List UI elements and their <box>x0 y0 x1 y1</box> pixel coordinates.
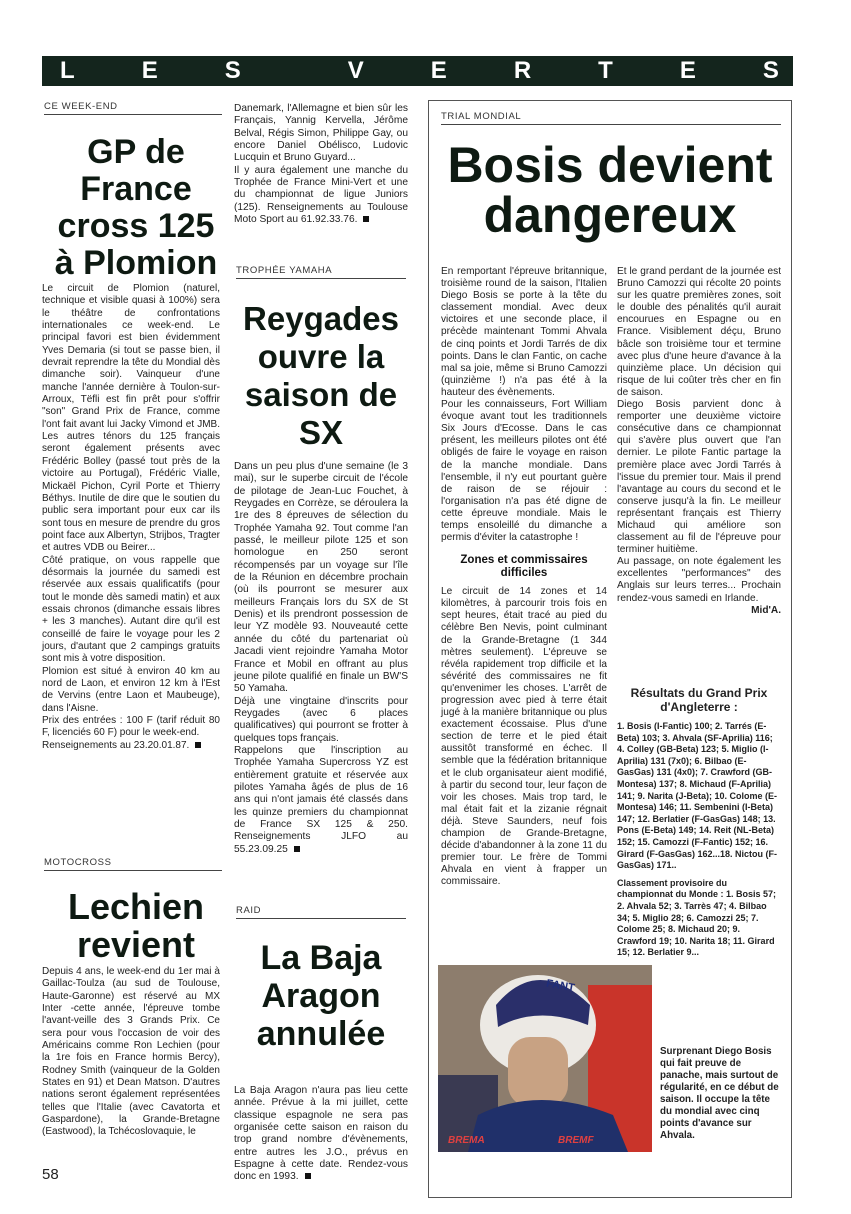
paragraph: Au passage, on note également les excellentes "performances" des Anglais sur leurs terres... Prochain rendez-vous samedi en Irlande. <box>617 556 781 604</box>
article-lechien <box>42 966 220 1139</box>
paragraph: Dans un peu plus d'une semaine (le 3 mai), sur le superbe circuit de l'école de pilotage de Jean-Luc Fouchet, à Reygades en Corrèze, se déroulera la 1re des 8 épreuves de sélection du Trophée Yamaha 92. Tout comme l'an passé, le meilleur pilote 125 et son homologue en 250 seront récompensés par un voyage sur l'île de la Réunion en décembre prochain (où ils pourront se mesurer aux meilleurs Français lors du SX de St Denis) et ils prendront possession de leur YZ modèle 93. Nouveauté cette année du côté du partenariat où Jacadi vient rejoindre Yamaha Motor France et Mobil en offrant au plus jeune pilote qualifié en finale un BW'S 50 Yamaha. <box>234 461 408 695</box>
headline-baja-aragon <box>232 939 410 1053</box>
headline-lechien <box>42 888 230 964</box>
section-label: MOTOCROSS <box>44 857 222 871</box>
author-credit: Mid'A. <box>751 604 781 616</box>
article-gp-france <box>42 283 220 752</box>
photo-text: BREMF <box>558 1135 594 1146</box>
results-list: 1. Bosis (I-Fantic) 100; 2. Tarrés (E-Beta) 103; 3. Ahvala (SF-Aprilia) 116; 4. Colley (GB-Beta) 123; 5. Miglio (I-Aprilia) 131 (7x0); 6. Bilbao (E-GasGas) 131 (4x0); 7. Crawford (GB-Montesa) 137; 8. Michaud (F-Aprilia) 141; 9. Narita (J-Beta); 10. Colome (E-Montesa) 146; 11. Sembenini (I-Beta) 147; 12. Berlatier (F-GasGas) 148; 13. Pons (E-Beta) 149; 14. Reit (NL-Beta) 152; 15. Camozzi (F-Fantic) 152; 16. Girard (F-GasGas) 162...18. Nictou (F-GasGas) 171.. <box>617 721 778 871</box>
headline-line: à Plomion <box>54 244 218 282</box>
headline-bosis <box>430 137 790 243</box>
headline-line: Lechien <box>67 886 205 927</box>
paragraph: La Baja Aragon n'aura pas lieu cette année. Prévue à la mi juillet, cette classique espagnole ne sera pas organisée cette saison en raison du trop grand nombre d'évènements, entre autres les J.O., prévus en Espagne à cette date. Rendez-vous donc en 1993. <box>234 1085 408 1183</box>
results-box <box>617 686 781 959</box>
paragraph: Rappelons que l'inscription au Trophée Yamaha Supercross YZ est entièrement gratuite et réservée aux pilotes Yamaha âgés de plus de 16 ans qui n'ont jamais été classés dans les quinze premiers du championnat de France SX 125 & 250. Renseignements JLFO au 55.23.09.25 <box>234 744 408 855</box>
photo-caption: Surprenant Diego Bosis qui fait preuve de panache, mais surtout de régularité, en ce début de saison. Il occupe la tête du mondial avec cinq points d'avance sur Ahvala. <box>660 1046 779 1141</box>
headline-line: saison de <box>244 376 398 413</box>
headline-line: cross 125 <box>57 207 215 245</box>
headline-line: SX <box>298 414 344 451</box>
banner-letter: E <box>430 57 447 84</box>
paragraph: Déjà une vingtaine d'inscrits pour Reygades (avec 6 places qualificatives) qui pourront se frotter à quelques tops français. <box>234 695 408 744</box>
paragraph: Le circuit de 14 zones et 14 kilomètres, à parcourir trois fois en sept heures, était tracé au pied du célèbre Ben Nevis, point culminant de la Grande-Bretagne (1 344 mètres seulement). L'épreuve se révéla rapidement trop difficile et la sévérité des commissaires ne fit qu'envenimer les choses. L'arrêt de progression avec pied à terre était jugé à la manière britannique ou plus exactement écossaise. Plus d'une section de terre et le pied était aussitôt transformé en échec. Il semble que la fédération britannique et le club organisateur aient modifié, à partir du second tour, leur façon de voir les choses. Mais trop tard, le mal était fait et la zizanie régnait déjà. Steve Saunders, neuf fois champion de Grande-Bretagne, décide d'abandonner à la zone 11 du premier tour. Le frère de Tommi Ahvala en vient à frapper un commissaire. <box>441 586 607 888</box>
article-baja-aragon <box>234 1085 408 1184</box>
end-mark <box>294 846 300 852</box>
headline-gp-france <box>42 134 230 282</box>
paragraph: Et le grand perdant de la journée est Bruno Camozzi qui récolte 20 points sur les quatre premières zones, soit le double des pénalités qu'il aurait encourues en Espagne ou en France. Visiblement déçu, Bruno bâcle son troisième tour et termine avec plus d'une heure d'avance à la quinzième place. Un décision qui risque de lui coûter très cher en fin de saison. <box>617 266 781 398</box>
headline-line: annulée <box>256 1015 386 1053</box>
results-title: Résultats du Grand Prix d'Angleterre : <box>630 686 768 714</box>
headline-line: GP de <box>87 133 185 171</box>
article-reygades <box>234 461 408 856</box>
paragraph: Il y aura également une manche du Trophée de France Mini-Vert et une du championnat de ligue Juniors (125). Renseignements au Toulouse Moto Sport au 61.92.33.76. <box>234 164 408 226</box>
banner-letter: E <box>679 57 696 84</box>
paragraph: Plomion est situé à environ 40 km au nord de Laon, et environ 12 km à l'Est de Vervins (entre Laon et Maubeuge), dans l'Aisne. <box>42 665 220 714</box>
rider-illustration <box>438 965 652 1152</box>
headline-line: dangereux <box>483 187 737 243</box>
banner-letter: T <box>598 57 613 84</box>
paragraph: Le circuit de Plomion (naturel, technique et visible quasi à 100%) sera le théâtre de confrontations internationales ce week-end. Le principal favori est bien évidemment Yves Demaria (si tout se passe bien, il devrait reprendre la tête du Mondial dès dimanche soir). Vainqueur d'une manche l'année dernière à Toulon-sur-Arroux, Tëfli est fin prêt pour s'offrir "son" Grand Prix de France, comme l'ont fait avant lui Jacky Vimond et JMB. Les autres ténors du 125 français seront également présents avec Frédéric Bolley (passé tout près de la victoire au Portugal), Frédéric Vialle, Mickaël Pichon, Cyril Porte et Thierry Béthys. Inutile de dire que le soutien du public sera important pour eux car ils sont tous en mesure de prendre du gros point face aux Albertyn, Strijbos, Tragter et autres VDB ou Beirer... <box>42 283 220 554</box>
article-bosis-col2 <box>617 266 781 617</box>
page-number: 58 <box>42 1166 59 1183</box>
headline-line: Reygades <box>243 300 399 337</box>
article-lechien-continued <box>234 103 408 226</box>
headline-line: revient <box>76 924 196 965</box>
end-mark <box>363 216 369 222</box>
paragraph: Depuis 4 ans, le week-end du 1er mai à Gaillac-Toulza (au sud de Toulouse, Haute-Garonne) est réservé au MX Inter -cette année, l'épreuve tombe l'avant-veille des 3 Grands Prix. Ce sera pour vous l'occasion de voir des Américains comme Ron Lechien (pour la 1re fois en France hormis Bercy), Rodney Smith (vainqueur de la Golden States en 91) et Dean Matson. D'autres nations seront également représentées telles que l'Italie (avec Cavatorta et Gaspardone), la Grande-Bretagne (Eastwood), la Tchécoslovaquie, le <box>42 966 220 1138</box>
paragraph: Diego Bosis parvient donc à remporter une deuxième victoire consécutive dans ce championnat qui s'avère plus ouvert que l'an dernier. Le pilote Fantic partage la première place avec Jordi Tarrés à l'issue du premier tour. Mais il prend l'avantage au cours du second et le conserve jusqu'à la fin. Le meilleur représentant français est Thierry Michaud qui améliore son classement au fil de l'épreuve pour terminer huitième. <box>617 399 781 556</box>
banner-letter: S <box>224 57 241 84</box>
headline-line: France <box>80 170 192 208</box>
banner-letter: S <box>762 57 779 84</box>
paragraph: Prix des entrées : 100 F (tarif réduit 80 F, licenciés 60 F) pour le week-end. <box>42 715 220 739</box>
banner-letter: V <box>347 57 364 84</box>
end-mark <box>305 1173 311 1179</box>
rider-photo <box>438 965 652 1152</box>
subheading: Zones et commissaires difficiles <box>460 554 588 580</box>
headline-line: La Baja <box>260 939 382 977</box>
banner-letter: R <box>513 57 532 84</box>
section-label: TRIAL MONDIAL <box>441 111 781 125</box>
end-mark <box>195 742 201 748</box>
paragraph: Pour les connaisseurs, Fort William évoque avant tout les traditionnels Six Jours d'Ecosse. Dans le cas présent, les meilleurs pilotes ont été obligés de faire le voyage en raison de la manche mondiale. Dans l'ensemble, il n'y eut pourtant guère de raison de se réjouir : l'organisation n'a pas été digne de cette épreuve mondiale. Mais le temps ensoleillé du dimanche a permis d'éviter la catastrophe ! <box>441 399 607 544</box>
article-bosis-col1 <box>441 266 607 889</box>
paragraph: En remportant l'épreuve britannique, troisième round de la saison, l'Italien Diego Bosis se porte à la tête du classement mondial. Avec deux victoires et une seconde place, il précède maintenant Tommi Ahvala de cinq points et Jordi Tarrés de dix points. Dans le clan Fantic, on cache mal sa joie, même si Bruno Camozzi (quinzième !) n'a pas été à la hauteur des évènements. <box>441 266 607 398</box>
headline-line: ouvre la <box>257 338 385 375</box>
headline-reygades <box>232 300 410 452</box>
section-banner <box>42 56 793 86</box>
section-label: CE WEEK-END <box>44 101 222 115</box>
paragraph: Renseignements au 23.20.01.87. <box>42 739 190 751</box>
section-label: TROPHÉE YAMAHA <box>236 265 406 279</box>
photo-text: BREMA <box>448 1135 485 1146</box>
section-label: RAID <box>236 905 406 919</box>
banner-letter: L <box>60 57 75 84</box>
standings-list: Classement provisoire du championnat du Monde : 1. Bosis 57; 2. Ahvala 52; 3. Tarrès 47; 4. Bilbao 34; 5. Miglio 28; 6. Camozzi 25; 7. Colome 25; 8. Michaud 20; 9. Crawford 19; 10. Narita 18; 11. Girard 15; 12. Berlatier 9... <box>617 877 777 958</box>
headline-line: Bosis devient <box>447 137 773 193</box>
photo-text: FANT <box>545 977 576 995</box>
paragraph: Côté pratique, on vous rappelle que désormais la journée du samedi est réservée aux essais qualificatifs (pour tout le monde dès samedi matin) et aux essais chronos (dimanche essais libres + les 3 manches). Autant dire qu'il est conseillé de faire le voyage pour les 2 jours, d'autant que 2 campings gratuits sont mis à votre disposition. <box>42 554 220 665</box>
headline-line: Aragon <box>261 977 381 1015</box>
paragraph: Danemark, l'Allemagne et bien sûr les Français, Yannig Kervella, Jérôme Belval, Régis Simon, Philippe Gay, ou encore Daniel Obélisco, Ludovic Lucquin et Bruno Guyard... <box>234 103 408 164</box>
banner-letter: E <box>141 57 158 84</box>
